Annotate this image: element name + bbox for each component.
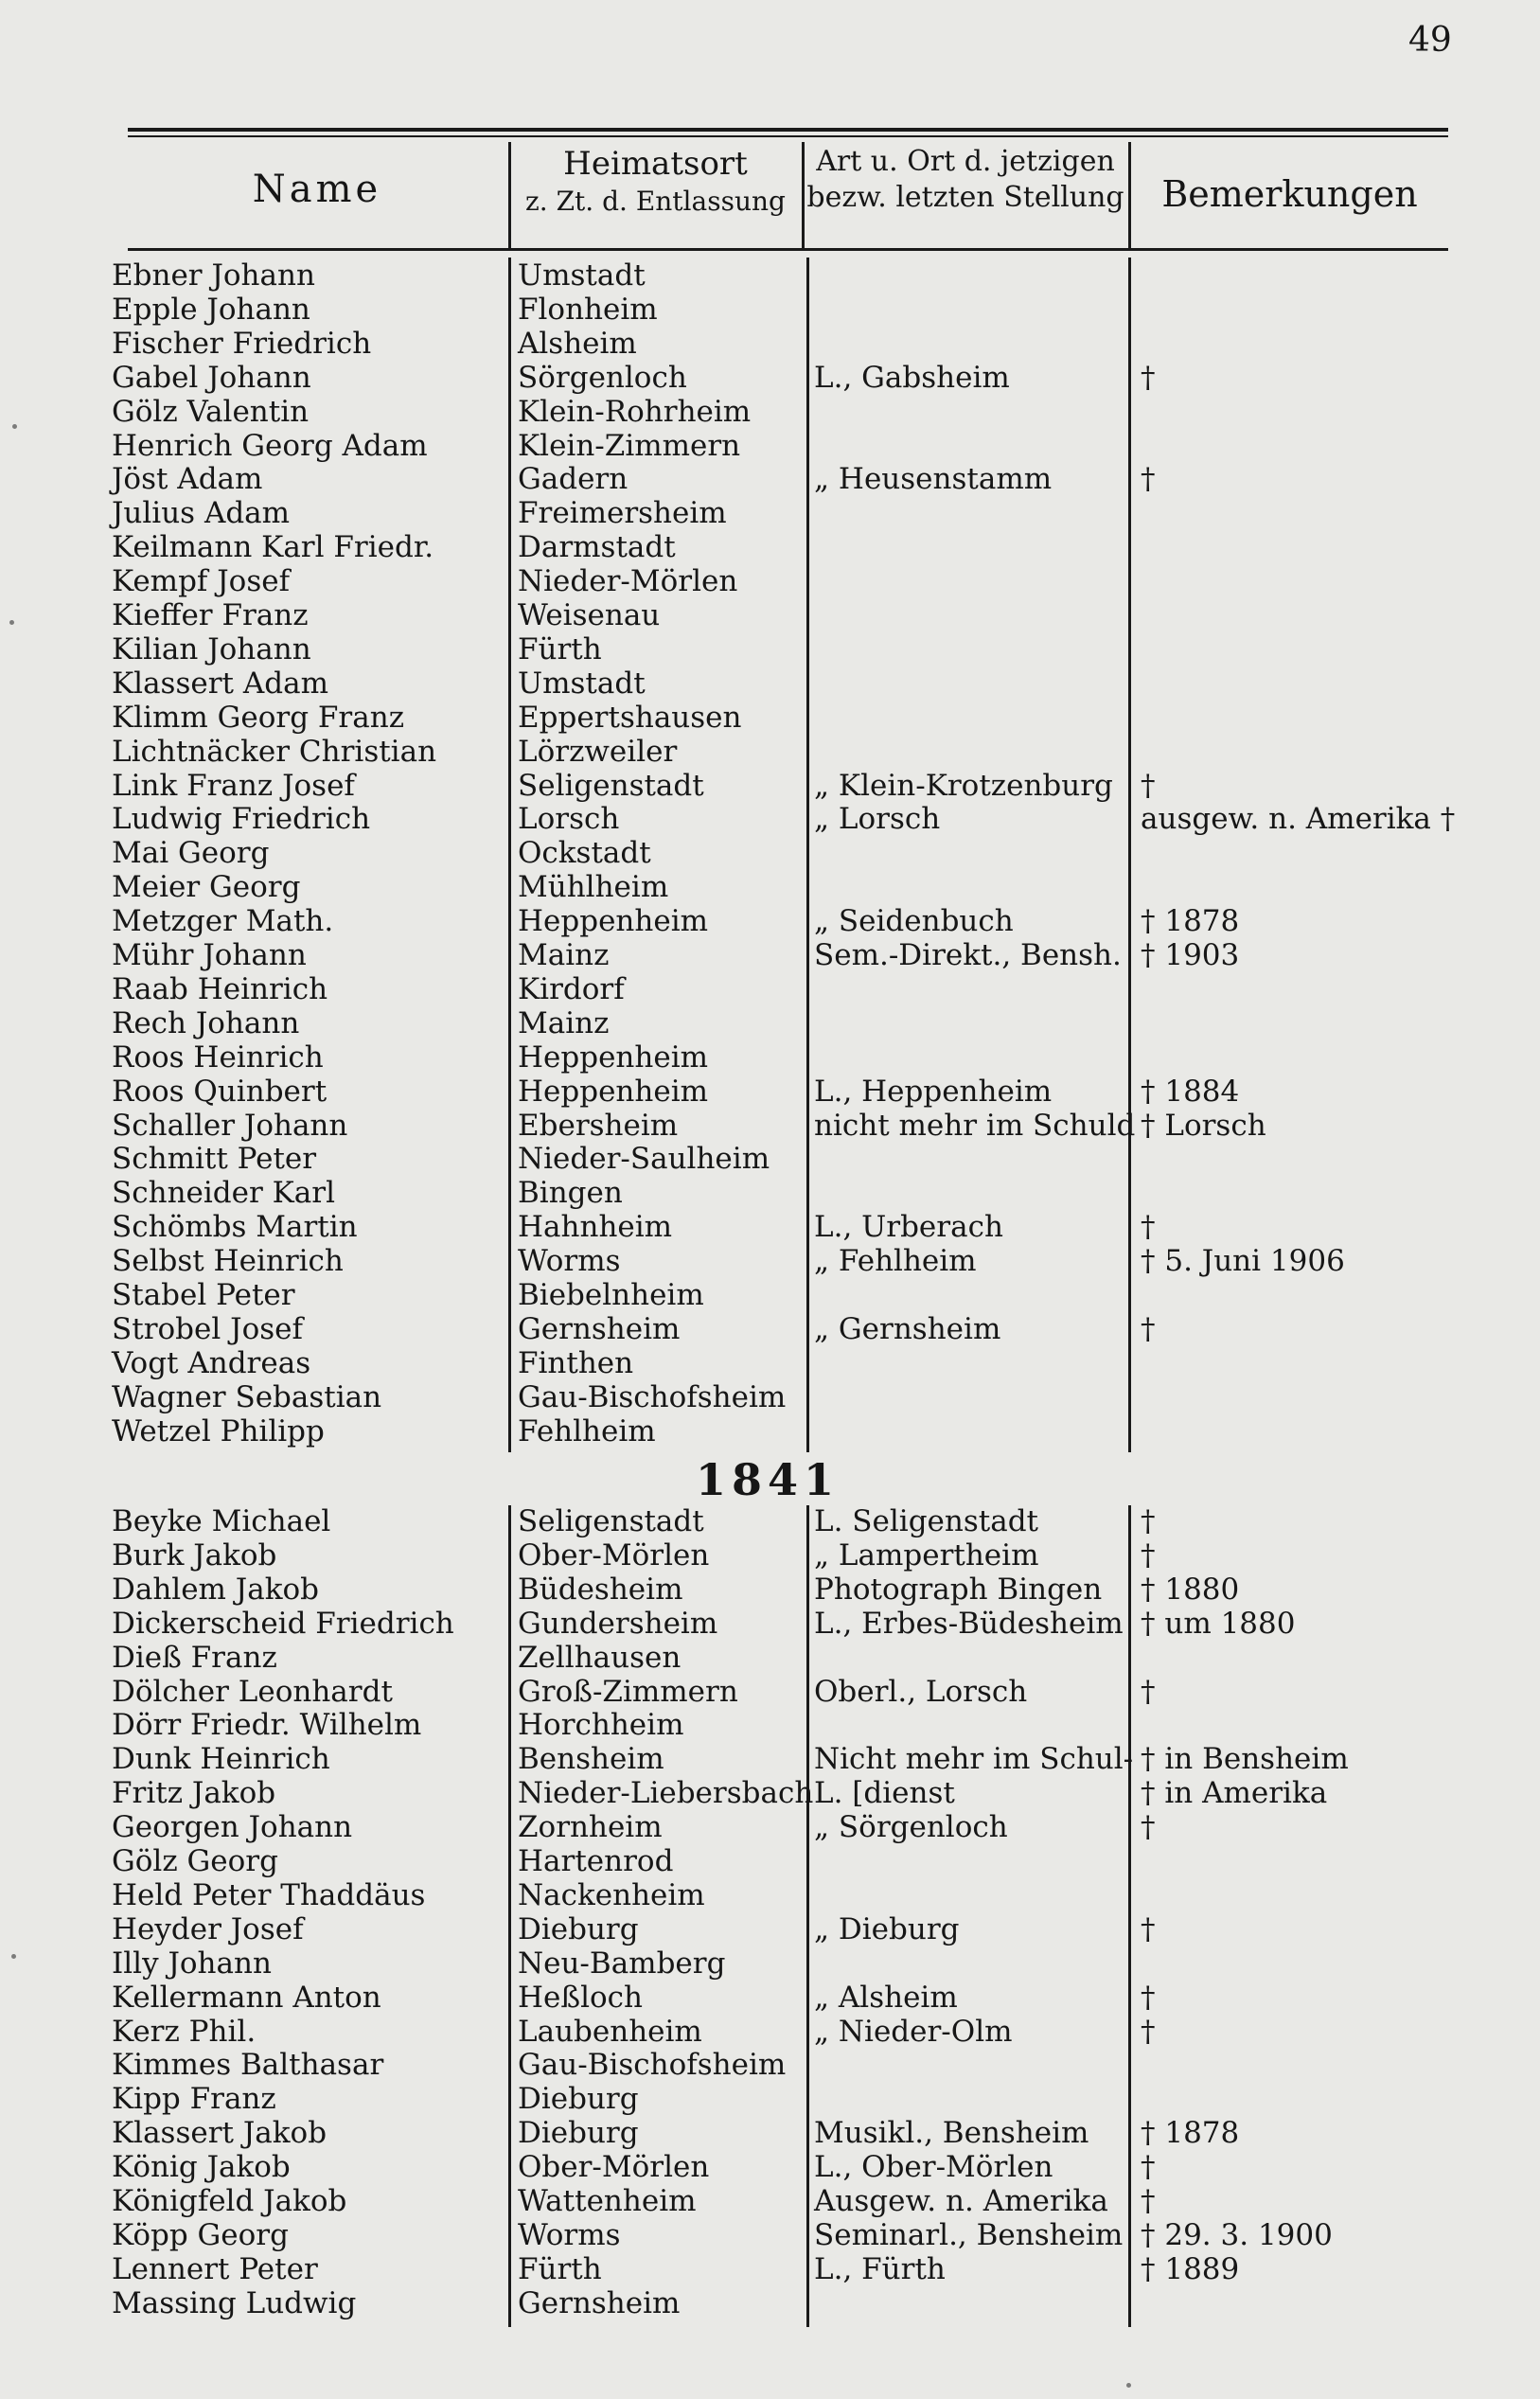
table-row bbox=[0, 1912, 1540, 1946]
table-row bbox=[0, 2218, 1540, 2252]
name-cell: Gölz Valentin bbox=[112, 395, 310, 429]
name-cell: Vogt Andreas bbox=[112, 1346, 311, 1380]
name-cell: Raab Heinrich bbox=[112, 972, 328, 1006]
name-cell: Henrich Georg Adam bbox=[112, 429, 428, 463]
name-cell: Georgen Johann bbox=[112, 1810, 353, 1844]
name-cell: Dörr Friedr. Wilhelm bbox=[112, 1708, 422, 1742]
table-row bbox=[0, 1573, 1540, 1607]
home-cell: Worms bbox=[518, 1244, 621, 1278]
home-cell: Dieburg bbox=[518, 2082, 639, 2116]
home-cell: Dieburg bbox=[518, 1912, 639, 1946]
home-cell: Umstadt bbox=[518, 666, 646, 701]
position-cell: L., Ober-Mörlen bbox=[814, 2150, 1053, 2184]
home-cell: Flonheim bbox=[518, 293, 658, 327]
table-row bbox=[0, 293, 1540, 327]
position-cell: „ Lampertheim bbox=[814, 1538, 1039, 1573]
table-row bbox=[0, 972, 1540, 1006]
remarks-cell: † 1889 bbox=[1141, 2252, 1240, 2286]
column-header-position bbox=[805, 144, 1126, 215]
table-row bbox=[0, 1380, 1540, 1414]
name-cell: Julius Adam bbox=[112, 496, 291, 530]
position-cell: L., Urberach bbox=[814, 1210, 1003, 1244]
name-cell: Wetzel Philipp bbox=[112, 1414, 325, 1448]
position-cell: L. Seligenstadt bbox=[814, 1504, 1039, 1538]
table-row bbox=[0, 462, 1540, 496]
remarks-cell: † 1903 bbox=[1141, 938, 1240, 972]
position-cell: „ Sörgenloch bbox=[814, 1810, 1008, 1844]
home-cell: Heppenheim bbox=[518, 904, 709, 938]
name-cell: Dieß Franz bbox=[112, 1641, 277, 1675]
remarks-cell: † bbox=[1141, 769, 1156, 803]
position-cell: Ausgew. n. Amerika bbox=[814, 2184, 1108, 2218]
remarks-cell: † bbox=[1141, 1912, 1156, 1946]
home-cell: Finthen bbox=[518, 1346, 634, 1380]
table-row bbox=[0, 327, 1540, 361]
position-cell: Photograph Bingen bbox=[814, 1573, 1103, 1607]
position-cell: L., Fürth bbox=[814, 2252, 946, 2286]
name-cell: Keilmann Karl Friedr. bbox=[112, 530, 434, 564]
table-row bbox=[0, 870, 1540, 904]
position-cell: „ Gernsheim bbox=[814, 1312, 1001, 1346]
column-divider-3 bbox=[1128, 142, 1131, 248]
home-cell: Nieder-Saulheim bbox=[518, 1142, 770, 1176]
remarks-cell: † bbox=[1141, 1504, 1156, 1538]
table-row bbox=[0, 496, 1540, 530]
position-cell: Musikl., Bensheim bbox=[814, 2116, 1089, 2150]
name-cell: Burk Jakob bbox=[112, 1538, 277, 1573]
home-cell: Nieder-Mörlen bbox=[518, 564, 738, 598]
home-cell: Heßloch bbox=[518, 1981, 643, 2015]
position-cell: „ Dieburg bbox=[814, 1912, 960, 1946]
home-cell: Darmstadt bbox=[518, 530, 676, 564]
column-header-position-line1: Art u. Ort d. jetzigen bbox=[816, 145, 1115, 178]
name-cell: Lennert Peter bbox=[112, 2252, 318, 2286]
remarks-cell: † um 1880 bbox=[1141, 1607, 1296, 1641]
home-cell: Ockstadt bbox=[518, 836, 651, 870]
table-row bbox=[0, 1278, 1540, 1312]
name-cell: Epple Johann bbox=[112, 293, 310, 327]
home-cell: Seligenstadt bbox=[518, 769, 704, 803]
position-cell: „ Fehlheim bbox=[814, 1244, 977, 1278]
name-cell: Roos Quinbert bbox=[112, 1075, 327, 1109]
home-cell: Büdesheim bbox=[518, 1573, 683, 1607]
name-cell: König Jakob bbox=[112, 2150, 291, 2184]
table-row bbox=[0, 1878, 1540, 1912]
table-row bbox=[0, 258, 1540, 293]
position-cell: L., Erbes-Büdesheim bbox=[814, 1607, 1124, 1641]
home-cell: Alsheim bbox=[518, 327, 637, 361]
column-divider-1 bbox=[508, 142, 511, 248]
table-row bbox=[0, 1006, 1540, 1040]
home-cell: Seligenstadt bbox=[518, 1504, 704, 1538]
home-cell: Gernsheim bbox=[518, 2286, 681, 2320]
name-cell: Königfeld Jakob bbox=[112, 2184, 347, 2218]
table-row bbox=[0, 1244, 1540, 1278]
print-speck bbox=[12, 424, 17, 429]
remarks-cell: † bbox=[1141, 2015, 1156, 2049]
table-row bbox=[0, 1312, 1540, 1346]
remarks-cell: † bbox=[1141, 1981, 1156, 2015]
table-row bbox=[0, 904, 1540, 938]
home-cell: Zellhausen bbox=[518, 1641, 681, 1675]
name-cell: Gabel Johann bbox=[112, 361, 311, 395]
home-cell: Eppertshausen bbox=[518, 701, 742, 735]
column-header-remarks: Bemerkungen bbox=[1161, 173, 1418, 215]
home-cell: Worms bbox=[518, 2218, 621, 2252]
home-cell: Lörzweiler bbox=[518, 735, 678, 769]
name-cell: Dickerscheid Friedrich bbox=[112, 1607, 454, 1641]
table-row bbox=[0, 1504, 1540, 1538]
home-cell: Gau-Bischofsheim bbox=[518, 1380, 787, 1414]
remarks-cell: † bbox=[1141, 361, 1156, 395]
table-row bbox=[0, 1641, 1540, 1675]
name-cell: Kempf Josef bbox=[112, 564, 291, 598]
table-row bbox=[0, 598, 1540, 632]
remarks-cell: † 1878 bbox=[1141, 904, 1240, 938]
table-row bbox=[0, 2082, 1540, 2116]
remarks-cell: † 1880 bbox=[1141, 1573, 1240, 1607]
name-cell: Wagner Sebastian bbox=[112, 1380, 382, 1414]
table-row bbox=[0, 395, 1540, 429]
name-cell: Klassert Adam bbox=[112, 666, 328, 701]
home-cell: Bingen bbox=[518, 1176, 623, 1210]
table-row bbox=[0, 632, 1540, 666]
remarks-cell: † 5. Juni 1906 bbox=[1141, 1244, 1345, 1278]
home-cell: Groß-Zimmern bbox=[518, 1675, 738, 1709]
name-cell: Mai Georg bbox=[112, 836, 270, 870]
home-cell: Klein-Zimmern bbox=[518, 429, 741, 463]
home-cell: Fürth bbox=[518, 632, 602, 666]
table-row bbox=[0, 1210, 1540, 1244]
name-cell: Jöst Adam bbox=[112, 462, 263, 496]
name-cell: Stabel Peter bbox=[112, 1278, 295, 1312]
position-cell: „ Heusenstamm bbox=[814, 462, 1053, 496]
table-row bbox=[0, 1708, 1540, 1742]
column-header-home-line2: z. Zt. d. Entlassung bbox=[525, 185, 786, 217]
name-cell: Rech Johann bbox=[112, 1006, 300, 1040]
remarks-cell: ausgew. n. Amerika † bbox=[1141, 802, 1456, 836]
name-cell: Klimm Georg Franz bbox=[112, 701, 405, 735]
home-cell: Hahnheim bbox=[518, 1210, 673, 1244]
table-row bbox=[0, 1346, 1540, 1380]
header-bottom-rule bbox=[128, 248, 1448, 251]
table-row bbox=[0, 836, 1540, 870]
table-row bbox=[0, 2286, 1540, 2320]
page-number: 49 bbox=[1408, 21, 1452, 60]
name-cell: Mühr Johann bbox=[112, 938, 307, 972]
remarks-cell: † bbox=[1141, 1210, 1156, 1244]
home-cell: Biebelnheim bbox=[518, 1278, 704, 1312]
position-cell: Sem.-Direkt., Bensh. bbox=[814, 938, 1122, 972]
name-cell: Schaller Johann bbox=[112, 1109, 348, 1143]
home-cell: Klein-Rohrheim bbox=[518, 395, 752, 429]
name-cell: Illy Johann bbox=[112, 1946, 272, 1981]
remarks-cell: † bbox=[1141, 2150, 1156, 2184]
name-cell: Heyder Josef bbox=[112, 1912, 304, 1946]
position-cell: L. [dienst bbox=[814, 1776, 955, 1810]
home-cell: Bensheim bbox=[518, 1742, 664, 1776]
home-cell: Wattenheim bbox=[518, 2184, 697, 2218]
table-row bbox=[0, 361, 1540, 395]
name-cell: Kilian Johann bbox=[112, 632, 311, 666]
home-cell: Heppenheim bbox=[518, 1040, 709, 1075]
name-cell: Kipp Franz bbox=[112, 2082, 276, 2116]
home-cell: Weisenau bbox=[518, 598, 661, 632]
position-cell: „ Alsheim bbox=[814, 1981, 958, 2015]
table-row bbox=[0, 1946, 1540, 1981]
name-cell: Ebner Johann bbox=[112, 258, 315, 293]
name-cell: Dunk Heinrich bbox=[112, 1742, 330, 1776]
remarks-cell: † bbox=[1141, 1312, 1156, 1346]
home-cell: Mainz bbox=[518, 1006, 610, 1040]
name-cell: Schmitt Peter bbox=[112, 1142, 317, 1176]
table-row bbox=[0, 938, 1540, 972]
home-cell: Gundersheim bbox=[518, 1607, 718, 1641]
table-row bbox=[0, 1675, 1540, 1709]
name-cell: Massing Ludwig bbox=[112, 2286, 357, 2320]
name-cell: Lichtnäcker Christian bbox=[112, 735, 437, 769]
name-cell: Gölz Georg bbox=[112, 1844, 278, 1878]
remarks-cell: † bbox=[1141, 1675, 1156, 1709]
remarks-cell: † 1884 bbox=[1141, 1075, 1240, 1109]
remarks-cell: † 29. 3. 1900 bbox=[1141, 2218, 1333, 2252]
table-row bbox=[0, 1142, 1540, 1176]
name-cell: Roos Heinrich bbox=[112, 1040, 324, 1075]
column-header-home-line1: Heimatsort bbox=[563, 145, 748, 183]
position-cell: „ Nieder-Olm bbox=[814, 2015, 1013, 2049]
name-cell: Dölcher Leonhardt bbox=[112, 1675, 393, 1709]
home-cell: Kirdorf bbox=[518, 972, 625, 1006]
table-row bbox=[0, 2048, 1540, 2082]
name-cell: Fischer Friedrich bbox=[112, 327, 372, 361]
table-row bbox=[0, 530, 1540, 564]
home-cell: Lorsch bbox=[518, 802, 620, 836]
home-cell: Fehlheim bbox=[518, 1414, 656, 1448]
table-row bbox=[0, 701, 1540, 735]
home-cell: Heppenheim bbox=[518, 1075, 709, 1109]
name-cell: Beyke Michael bbox=[112, 1504, 331, 1538]
table-row bbox=[0, 2015, 1540, 2049]
position-cell: Seminarl., Bensheim bbox=[814, 2218, 1124, 2252]
name-cell: Kellermann Anton bbox=[112, 1981, 381, 2015]
table-row bbox=[0, 2150, 1540, 2184]
position-cell: L., Heppenheim bbox=[814, 1075, 1053, 1109]
name-cell: Link Franz Josef bbox=[112, 769, 355, 803]
name-cell: Metzger Math. bbox=[112, 904, 334, 938]
name-cell: Selbst Heinrich bbox=[112, 1244, 344, 1278]
home-cell: Gau-Bischofsheim bbox=[518, 2048, 787, 2082]
home-cell: Gadern bbox=[518, 462, 628, 496]
home-cell: Dieburg bbox=[518, 2116, 639, 2150]
remarks-cell: † bbox=[1141, 2184, 1156, 2218]
table-row bbox=[0, 769, 1540, 803]
name-cell: Ludwig Friedrich bbox=[112, 802, 371, 836]
name-cell: Fritz Jakob bbox=[112, 1776, 276, 1810]
name-cell: Kieffer Franz bbox=[112, 598, 309, 632]
table-row bbox=[0, 802, 1540, 836]
remarks-cell: † 1878 bbox=[1141, 2116, 1240, 2150]
home-cell: Sörgenloch bbox=[518, 361, 687, 395]
name-cell: Klassert Jakob bbox=[112, 2116, 327, 2150]
top-rule-thin bbox=[128, 135, 1448, 137]
home-cell: Horchheim bbox=[518, 1708, 684, 1742]
name-cell: Meier Georg bbox=[112, 870, 301, 904]
table-row bbox=[0, 1176, 1540, 1210]
table-row bbox=[0, 2116, 1540, 2150]
top-rule bbox=[128, 128, 1448, 132]
table-row bbox=[0, 1538, 1540, 1573]
table-row bbox=[0, 666, 1540, 701]
table-row bbox=[0, 1742, 1540, 1776]
name-cell: Köpp Georg bbox=[112, 2218, 289, 2252]
home-cell: Mainz bbox=[518, 938, 610, 972]
name-cell: Kimmes Balthasar bbox=[112, 2048, 384, 2082]
remarks-cell: † bbox=[1141, 462, 1156, 496]
remarks-cell: † in Bensheim bbox=[1141, 1742, 1349, 1776]
table-row bbox=[0, 2184, 1540, 2218]
table-row bbox=[0, 1109, 1540, 1143]
home-cell: Nieder-Liebersbach bbox=[518, 1776, 814, 1810]
print-speck bbox=[11, 1954, 16, 1959]
home-cell: Ober-Mörlen bbox=[518, 2150, 710, 2184]
table-row bbox=[0, 2252, 1540, 2286]
remarks-cell: † bbox=[1141, 1538, 1156, 1573]
table-row bbox=[0, 1414, 1540, 1448]
home-cell: Fürth bbox=[518, 2252, 602, 2286]
name-cell: Strobel Josef bbox=[112, 1312, 303, 1346]
remarks-cell: † Lorsch bbox=[1141, 1109, 1266, 1143]
home-cell: Zornheim bbox=[518, 1810, 663, 1844]
table-row bbox=[0, 1810, 1540, 1844]
column-divider-2 bbox=[802, 142, 805, 248]
column-header-home bbox=[511, 144, 800, 218]
print-speck bbox=[9, 620, 14, 625]
table-row bbox=[0, 1844, 1540, 1878]
position-cell: „ Lorsch bbox=[814, 802, 941, 836]
table-row bbox=[0, 1607, 1540, 1641]
table-row bbox=[0, 1040, 1540, 1075]
print-speck bbox=[1126, 2383, 1131, 2388]
column-header-position-line2: bezw. letzten Stellung bbox=[806, 180, 1124, 214]
year-heading: 1841 bbox=[696, 1454, 841, 1505]
table-row bbox=[0, 429, 1540, 463]
home-cell: Laubenheim bbox=[518, 2015, 702, 2049]
position-cell: Nicht mehr im Schul- bbox=[814, 1742, 1134, 1776]
home-cell: Neu-Bamberg bbox=[518, 1946, 726, 1981]
position-cell: „ Seidenbuch bbox=[814, 904, 1014, 938]
remarks-cell: † in Amerika bbox=[1141, 1776, 1328, 1810]
position-cell: L., Gabsheim bbox=[814, 361, 1010, 395]
home-cell: Nackenheim bbox=[518, 1878, 705, 1912]
home-cell: Hartenrod bbox=[518, 1844, 674, 1878]
name-cell: Schneider Karl bbox=[112, 1176, 336, 1210]
remarks-cell: † bbox=[1141, 1810, 1156, 1844]
name-cell: Dahlem Jakob bbox=[112, 1573, 320, 1607]
home-cell: Ebersheim bbox=[518, 1109, 679, 1143]
home-cell: Freimersheim bbox=[518, 496, 727, 530]
table-row bbox=[0, 735, 1540, 769]
name-cell: Schömbs Martin bbox=[112, 1210, 358, 1244]
position-cell: nicht mehr im Schuld bbox=[814, 1109, 1136, 1143]
table-row bbox=[0, 1075, 1540, 1109]
table-row bbox=[0, 1981, 1540, 2015]
table-row bbox=[0, 1776, 1540, 1810]
home-cell: Gernsheim bbox=[518, 1312, 681, 1346]
position-cell: „ Klein-Krotzenburg bbox=[814, 769, 1113, 803]
home-cell: Mühlheim bbox=[518, 870, 669, 904]
name-cell: Kerz Phil. bbox=[112, 2015, 257, 2049]
home-cell: Umstadt bbox=[518, 258, 646, 293]
table-row bbox=[0, 564, 1540, 598]
position-cell: Oberl., Lorsch bbox=[814, 1675, 1028, 1709]
column-header-name: Name bbox=[252, 168, 382, 211]
home-cell: Ober-Mörlen bbox=[518, 1538, 710, 1573]
name-cell: Held Peter Thaddäus bbox=[112, 1878, 426, 1912]
